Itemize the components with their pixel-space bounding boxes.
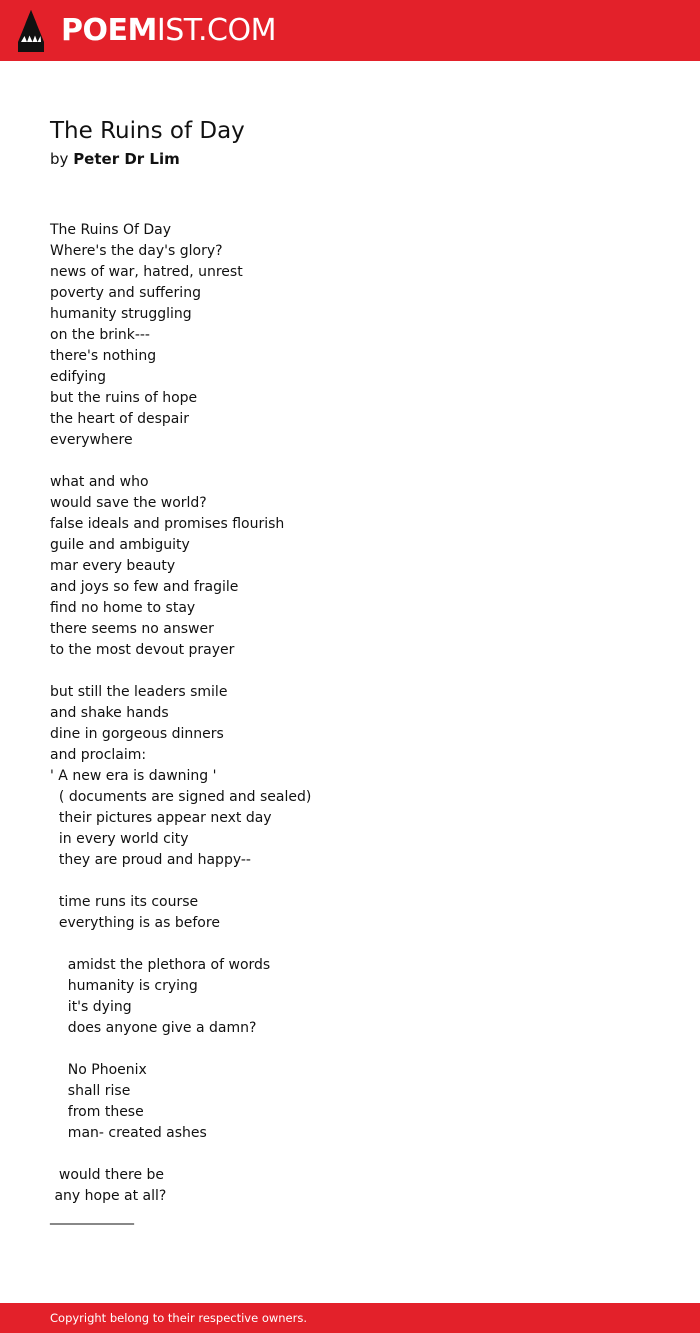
footer-bar <box>0 1303 700 1333</box>
poem-content <box>50 114 670 1228</box>
poem-line <box>50 934 670 955</box>
poem-line: there's nothing <box>50 348 157 364</box>
poem-line: mar every beauty <box>50 558 176 574</box>
poem-line: their pictures appear next day <box>50 810 272 826</box>
poem-line: would there be <box>50 1167 165 1183</box>
poem-line: would save the world? <box>50 495 207 511</box>
poem-line: any hope at all? <box>50 1188 167 1204</box>
poem-line <box>50 451 670 472</box>
poem-line: does anyone give a damn? <box>50 1020 257 1036</box>
poem-line <box>50 1144 670 1165</box>
top-bar <box>0 0 700 61</box>
poem-line: but still the leaders smile <box>50 684 228 700</box>
poem-line: humanity struggling <box>50 306 192 322</box>
poem-line: and shake hands <box>50 705 169 721</box>
pencil-tip-icon <box>18 10 44 52</box>
byline-prefix: by <box>50 150 69 168</box>
poem-line: but the ruins of hope <box>50 390 198 406</box>
poem-line: everything is as before <box>50 915 220 931</box>
byline <box>50 148 670 170</box>
poem-line: the heart of despair <box>50 411 190 427</box>
poem-line: time runs its course <box>50 894 199 910</box>
poem-line: they are proud and happy-- <box>50 852 251 868</box>
logo-text-light: IST.COM <box>156 13 276 48</box>
poem-line: there seems no answer <box>50 621 214 637</box>
poem-line: false ideals and promises flourish <box>50 516 285 532</box>
poem-line: No Phoenix <box>50 1062 147 1078</box>
poem-line: edifying <box>50 369 107 385</box>
poem-line: The Ruins Of Day <box>50 222 172 238</box>
poem-line: shall rise <box>50 1083 131 1099</box>
poem-line: guile and ambiguity <box>50 537 190 553</box>
logo-text-bold: POEM <box>61 13 157 48</box>
poem-line: on the brink--- <box>50 327 150 343</box>
poem-line: Where's the day's glory? <box>50 243 223 259</box>
poem-line: man- created ashes <box>50 1125 207 1141</box>
poem-line: ( documents are signed and sealed) <box>50 789 312 805</box>
site-logo-text <box>61 10 276 52</box>
poem-line: news of war, hatred, unrest <box>50 264 243 280</box>
poem-line: and joys so few and fragile <box>50 579 239 595</box>
poem-line: everywhere <box>50 432 133 448</box>
poem-line: ____________ <box>50 1209 134 1225</box>
poem-line: in every world city <box>50 831 189 847</box>
poem-author: Peter Dr Lim <box>73 150 180 168</box>
poem-line: ' A new era is dawning ' <box>50 768 217 784</box>
poem-line: and proclaim: <box>50 747 147 763</box>
poem-line: dine in gorgeous dinners <box>50 726 224 742</box>
poem-line: amidst the plethora of words <box>50 957 271 973</box>
poem-line: from these <box>50 1104 144 1120</box>
poem-line: find no home to stay <box>50 600 196 616</box>
poem-title: The Ruins of Day <box>50 118 245 144</box>
poem-body <box>50 220 670 1228</box>
copyright-notice: Copyright belong to their respective owners. <box>50 1311 308 1325</box>
site-logo-link[interactable] <box>18 10 276 52</box>
poem-line: poverty and suffering <box>50 285 201 301</box>
poem-line: it's dying <box>50 999 132 1015</box>
poem-line: humanity is crying <box>50 978 198 994</box>
poem-line <box>50 1039 670 1060</box>
poem-line: what and who <box>50 474 149 490</box>
poem-line: to the most devout prayer <box>50 642 235 658</box>
poem-line <box>50 661 670 682</box>
poem-line <box>50 871 670 892</box>
